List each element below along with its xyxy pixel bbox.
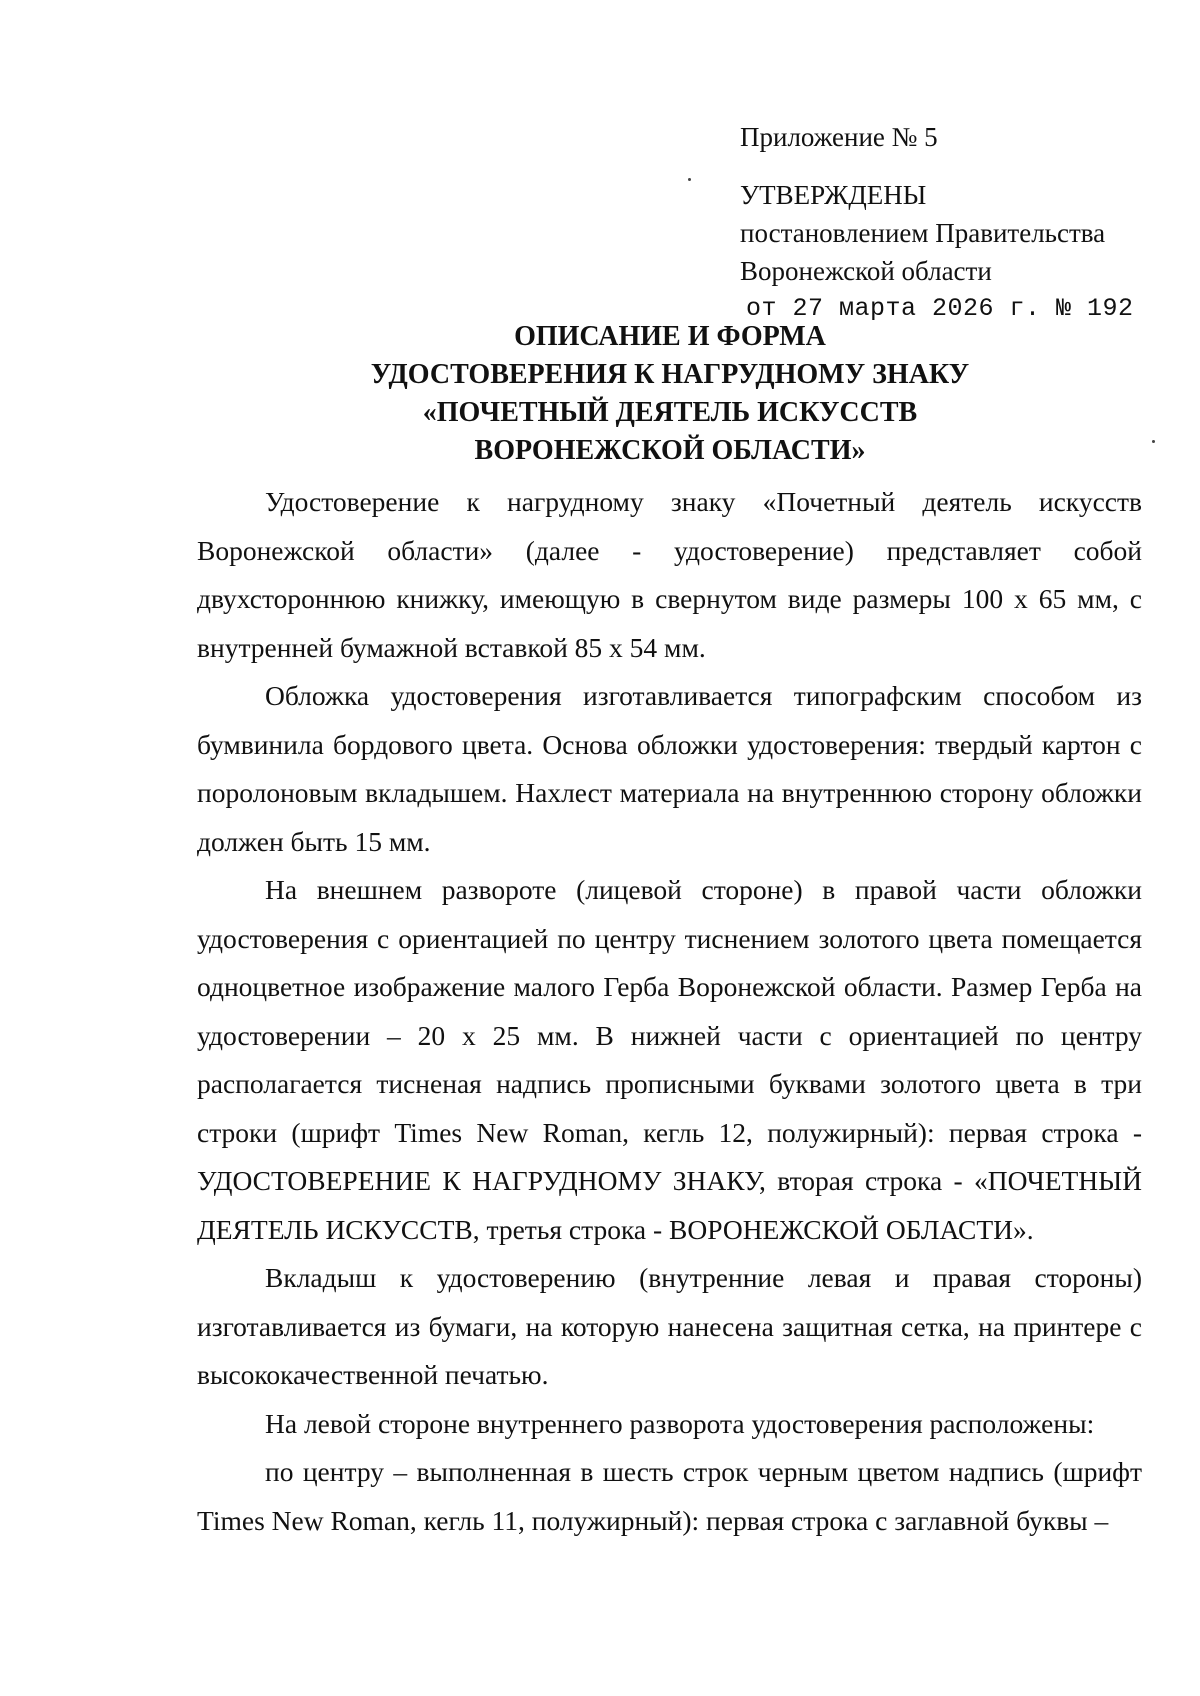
title-line-2: УДОСТОВЕРЕНИЯ К НАГРУДНОМУ ЗНАКУ <box>370 359 970 390</box>
approval-block <box>740 118 1160 328</box>
appendix-number: Приложение № 5 <box>740 122 938 152</box>
paragraph-3: На внешнем развороте (лицевой стороне) в правой части обложки удостоверения с ориентацией по центру тиснением золотого цвета помещается одноцветное изображение малого Герба Воронежской области. Размер Герба на удостоверении – 20 х 25 мм. В нижней части с ориентацией по центру располагается тисненая надпись прописными буквами золотого цвета в три строки (шрифт Times New Roman, кегль 12, полужирный): первая строка - УДОСТОВЕРЕНИЕ К НАГРУДНОМУ ЗНАКУ, вторая строка - «ПОЧЕТНЫЙ ДЕЯТЕЛЬ ИСКУССТВ, третья строка - ВОРОНЕЖСКОЙ ОБЛАСТИ». <box>197 874 1142 1245</box>
title-line-4: ВОРОНЕЖСКОЙ ОБЛАСТИ» <box>474 435 866 466</box>
scan-speck <box>1152 440 1155 443</box>
approved-heading: УТВЕРЖДЕНЫ <box>740 180 927 210</box>
approved-by-line-1: постановлением Правительства <box>740 218 1106 248</box>
paragraph-5: На левой стороне внутреннего разворота удостоверения расположены: <box>265 1407 1095 1439</box>
paragraph-2: Обложка удостоверения изготавливается типографским способом из бумвинила бордового цвета. Основа обложки удостоверения: твердый картон с поролоновым вкладышем. Нахлест материала на внутреннюю сторону обложки должен быть 15 мм. <box>197 680 1142 857</box>
paragraph-1: Удостоверение к нагрудному знаку «Почетный деятель искусств Воронежской области» (далее - удостоверение) представляет собой двухстороннюю книжку, имеющую в свернутом виде размеры 100 х 65 мм, с внутренней бумажной вставкой 85 х 54 мм. <box>197 486 1142 663</box>
title-line-1: ОПИСАНИЕ И ФОРМА <box>514 321 826 352</box>
paragraph-6: по центру – выполненная в шесть строк черным цветом надпись (шрифт Times New Roman, кегль 11, полужирный): первая строка с заглавной буквы – <box>197 1456 1142 1536</box>
scan-speck <box>688 178 691 181</box>
title-line-3: «ПОЧЕТНЫЙ ДЕЯТЕЛЬ ИСКУССТВ <box>422 397 918 428</box>
paragraph-4: Вкладыш к удостоверению (внутренние левая и правая стороны) изготавливается из бумаги, на которую нанесена защитная сетка, на принтере с высококачественной печатью. <box>197 1262 1142 1390</box>
decree-date-number: от 27 марта 2026 г. № 192 <box>746 294 1134 323</box>
document-body <box>197 478 1142 1545</box>
document-title <box>200 318 1140 470</box>
approved-by-line-2: Воронежской области <box>740 256 992 286</box>
